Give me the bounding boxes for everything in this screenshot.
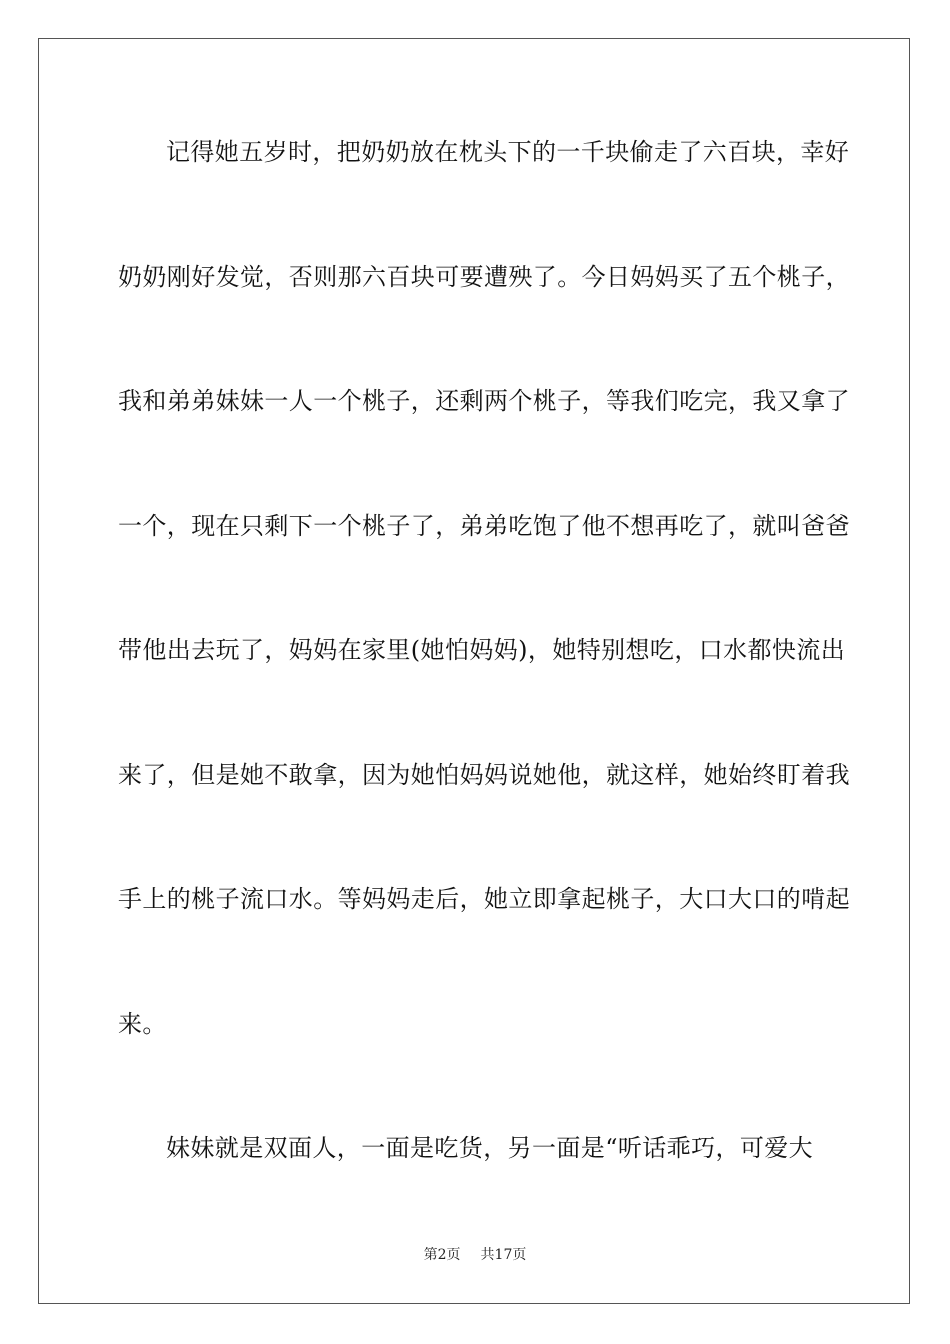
body-text-line: 妹妹就是双面人，一面是吃货，另一面是“听话乖巧，可爱大 bbox=[166, 1134, 814, 1162]
body-text-line: 来了，但是她不敢拿，因为她怕妈妈说她他，就这样，她始终盯着我 bbox=[118, 761, 850, 789]
page-footer bbox=[0, 1246, 950, 1264]
body-text-line: 带他出去玩了，妈妈在家里(她怕妈妈)，她特别想吃，口水都快流出 bbox=[118, 636, 846, 664]
body-text-line: 奶奶刚好发觉，否则那六百块可要遭殃了。今日妈妈买了五个桃子， bbox=[118, 263, 850, 291]
body-text-line: 我和弟弟妹妹一人一个桃子，还剩两个桃子，等我们吃完，我又拿了 bbox=[118, 387, 850, 415]
body-text-line: 来。 bbox=[118, 1010, 167, 1038]
page-border bbox=[38, 38, 910, 1304]
page-total: 共17页 bbox=[480, 1247, 527, 1263]
body-text-line: 手上的桃子流口水。等妈妈走后，她立即拿起桃子，大口大口的啃起 bbox=[118, 885, 850, 913]
body-text-line: 一个，现在只剩下一个桃子了，弟弟吃饱了他不想再吃了，就叫爸爸 bbox=[118, 512, 850, 540]
page-number: 第2页 bbox=[423, 1247, 461, 1263]
body-text-line: 记得她五岁时，把奶奶放在枕头下的一千块偷走了六百块，幸好 bbox=[166, 138, 850, 166]
